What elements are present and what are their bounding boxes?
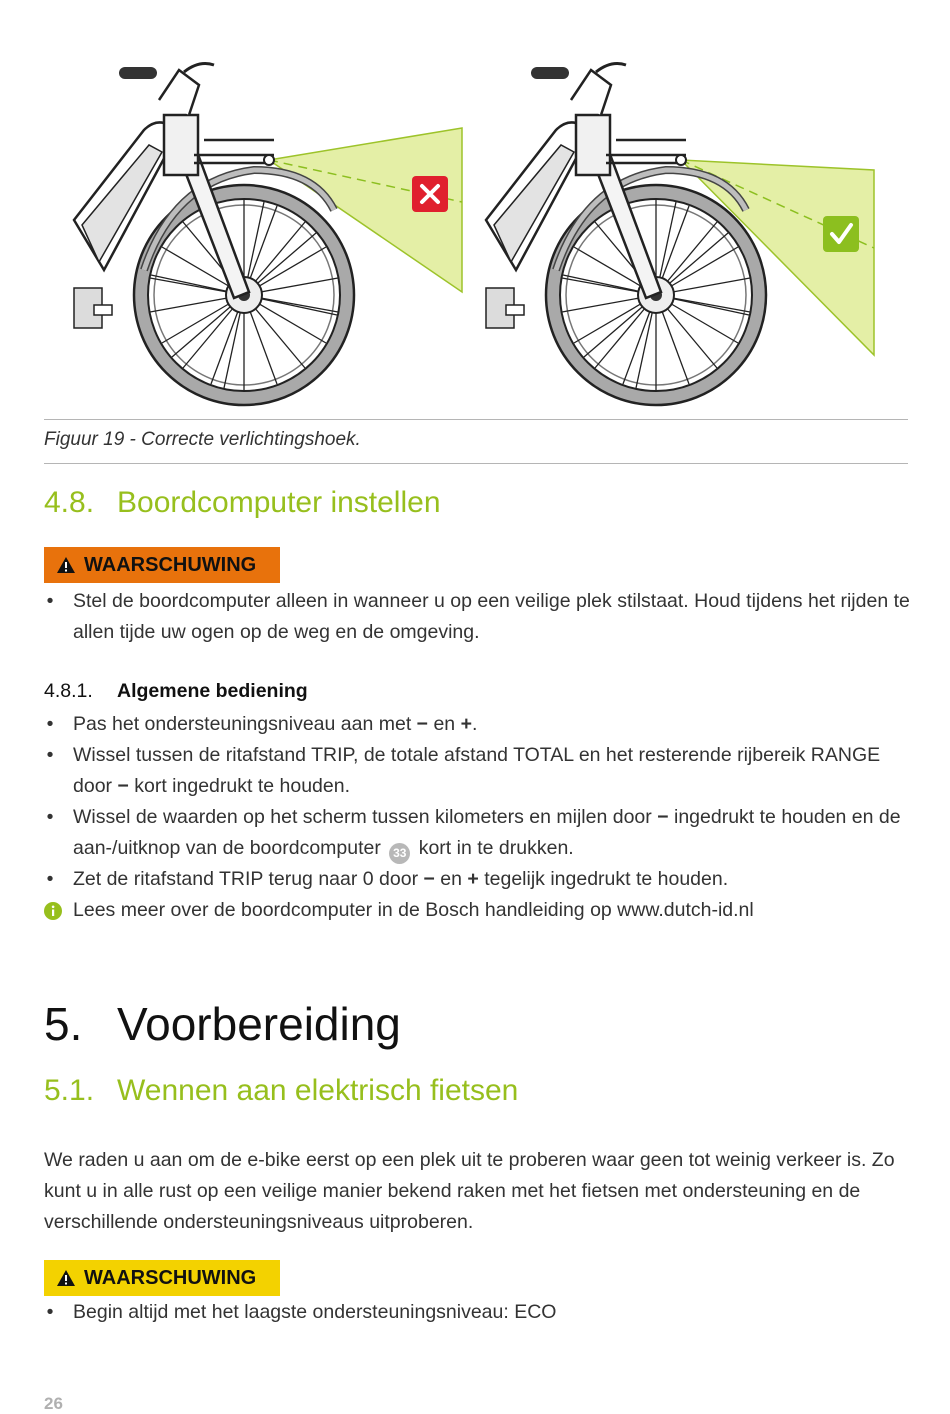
plus-button-icon: + xyxy=(467,868,479,890)
bullet-icon: • xyxy=(46,590,54,612)
incorrect-cross-icon xyxy=(412,176,448,212)
section-number: 5.1. xyxy=(44,1074,95,1107)
list-item-text: ingedrukt te houden en de aan-/uitknop van de boordcomputer xyxy=(73,806,901,859)
info-item xyxy=(44,895,914,926)
section-title: Wennen aan elektrisch fietsen xyxy=(117,1074,519,1107)
subsection-title: Algemene bediening xyxy=(117,680,308,702)
bullet-icon: • xyxy=(46,806,54,828)
chapter-title: Voorbereiding xyxy=(117,998,401,1050)
list-item-text: Pas het ondersteuningsniveau aan met xyxy=(73,713,417,735)
bike-illustration-incorrect xyxy=(74,64,462,405)
warning-banner-orange xyxy=(44,547,280,583)
list-item-text: kort in te drukken. xyxy=(413,837,574,859)
section-4-8-1-heading xyxy=(44,680,308,703)
list-item xyxy=(44,586,914,648)
section-5-1-heading xyxy=(44,1074,518,1108)
warning-label: WAARSCHUWING xyxy=(84,553,257,576)
warning-label: WAARSCHUWING xyxy=(84,1266,257,1289)
chapter-number: 5. xyxy=(44,998,83,1050)
list-item xyxy=(44,740,914,802)
list-item-text: Wissel tussen de ritafstand TRIP, de totale afstand TOTAL en het resterende rijbereik RANGE door xyxy=(73,744,881,797)
minus-button-icon: − xyxy=(117,775,129,797)
section-4-8-heading xyxy=(44,486,441,520)
operation-list xyxy=(44,709,914,926)
list-item-text: . xyxy=(471,713,478,735)
list-item-text: Stel de boordcomputer alleen in wanneer u op een veilige plek stilstaat. Houd tijdens het rijden te allen tijde uw ogen op de weg en de omgeving. xyxy=(73,590,910,643)
minus-button-icon: − xyxy=(423,868,435,890)
warning-triangle-icon xyxy=(56,1269,76,1287)
caption-top-divider xyxy=(44,419,908,420)
list-item-text: en xyxy=(428,713,461,735)
info-text: Lees meer over de boordcomputer in de Bosch handleiding op www.dutch-id.nl xyxy=(73,899,754,921)
subsection-number: 4.8.1. xyxy=(44,680,93,702)
list-item-text: Zet de ritafstand TRIP terug naar 0 door xyxy=(73,868,424,890)
intro-paragraph: We raden u aan om de e-bike eerst op een plek uit te proberen waar geen tot weinig verkeer is. Zo kunt u in alle rust op een veilige manier bekend raken met het fietsen met ondersteuning en de verschillende ondersteuningsniveaus uitproberen. xyxy=(44,1149,895,1233)
page-number: 26 xyxy=(44,1394,63,1413)
list-item-text: kort ingedrukt te houden. xyxy=(128,775,350,797)
figure-caption: Figuur 19 - Correcte verlichtingshoek. xyxy=(44,429,361,450)
warning-triangle-icon xyxy=(56,556,76,574)
info-icon xyxy=(44,902,62,920)
bullet-icon: • xyxy=(46,868,54,890)
plus-button-icon: + xyxy=(460,713,472,735)
chapter-5-heading xyxy=(44,997,401,1051)
list-item xyxy=(44,802,914,864)
correct-check-icon xyxy=(823,216,859,252)
bullet-icon: • xyxy=(46,744,54,766)
lighting-angle-figure xyxy=(44,30,908,410)
bullet-icon: • xyxy=(46,1301,54,1323)
list-item xyxy=(44,864,914,895)
list-item-text: Wissel de waarden op het scherm tussen kilometers en mijlen door xyxy=(73,806,658,828)
warning-list-4-8 xyxy=(44,586,914,648)
caption-bottom-divider xyxy=(44,463,908,464)
list-item xyxy=(44,709,914,740)
list-item-text: en xyxy=(434,868,468,890)
bike-illustration-correct xyxy=(486,64,874,405)
minus-button-icon: − xyxy=(416,713,429,735)
reference-number-badge: 33 xyxy=(389,843,410,864)
section-title: Boordcomputer instellen xyxy=(117,486,441,519)
warning-banner-yellow xyxy=(44,1260,280,1296)
list-item-text: Begin altijd met het laagste ondersteuningsniveau: ECO xyxy=(73,1301,557,1323)
section-number: 4.8. xyxy=(44,486,95,519)
list-item-text: tegelijk ingedrukt te houden. xyxy=(478,868,729,890)
list-item xyxy=(44,1297,914,1328)
bullet-icon: • xyxy=(46,713,54,735)
warning-list-5-1 xyxy=(44,1297,914,1328)
minus-button-icon: − xyxy=(657,806,669,828)
